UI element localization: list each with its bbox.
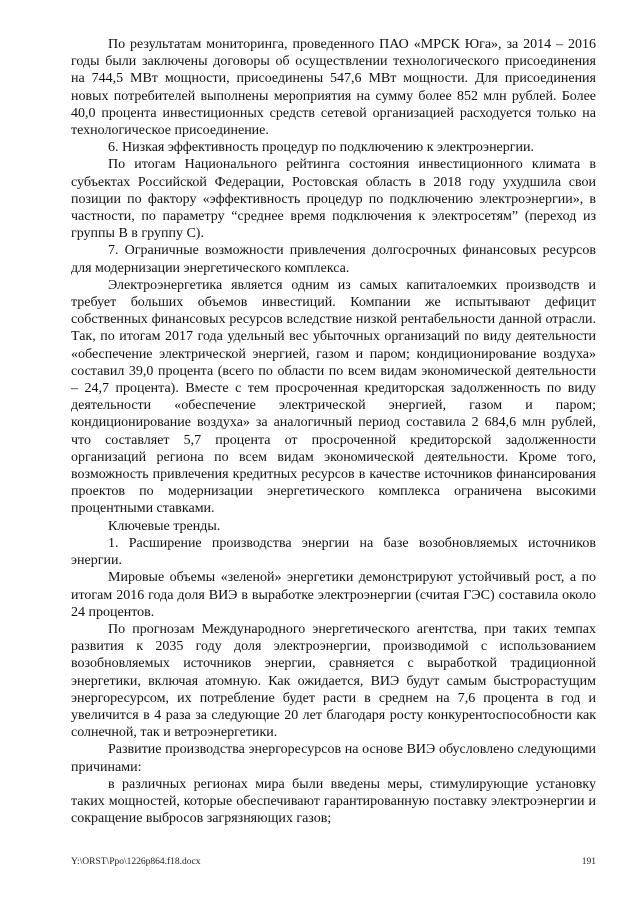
paragraph: Развитие производства энергоресурсов на основе ВИЭ обусловлено следующими причинами: xyxy=(71,742,596,775)
file-path: Y:\ORST\Ppo\1226p864.f18.docx xyxy=(71,857,201,867)
paragraph: Мировые объемы «зеленой» энергетики демонстрируют устойчивый рост, а по итогам 2016 года доля ВИЭ в выработке электроэнергии (считая ГЭС) составила около 24 процентов. xyxy=(71,570,596,620)
paragraph: Электроэнергетика является одним из самых капиталоемких производств и требует больших объемов инвестиций. Компании же испытывают дефицит собственных финансовых ресурсов вследствие низкой рентабельности данной отрасли. Так, по итогам 2017 года удельный вес убыточных организаций по виду деятельности «обеспечение электрической энергией, газом и паром; кондиционирование воздуха» составил 39,0 процента (всего по области по всем видам экономической деятельности – 24,7 процента). Вместе с тем просроченная кредиторская задолженность по виду деятельности «обеспечение электрической энергией, газом и паром; кондиционирование воздуха» за аналогичный период составила 2 684,6 млн рублей, что составляет 5,7 процента от просроченной кредиторской задолженности организаций региона по всем видам экономической деятельности. Кроме того, возможность привлечения кредитных ресурсов в качестве источников финансирования проектов по модернизации энергетического комплекса ограничена высокими процентными ставками. xyxy=(71,277,596,517)
paragraph: 6. Низкая эффективность процедур по подключению к электроэнергии. xyxy=(108,140,535,156)
paragraph: По итогам Национального рейтинга состояния инвестиционного климата в субъектах Российской Федерации, Ростовская область в 2018 году ухудшила свои позиции по фактору «эффективность процедур по подключению электроэнергии», в частности, по параметру “среднее время подключения к электросетям” (переход из группы B в группу C). xyxy=(71,157,596,242)
paragraph: 7. Ограничные возможности привлечения долгосрочных финансовых ресурсов для модернизации энергетического комплекса. xyxy=(71,243,596,276)
paragraph: 1. Расширение производства энергии на базе возобновляемых источников энергии. xyxy=(71,535,596,569)
paragraph: По прогнозам Международного энергетического агентства, при таких темпах развития к 2035 году доля электроэнергии, производимой с использованием возобновляемых источников энергии, сравняется с выработкой традиционной энергетики, включая атомную. Как ожидается, ВИЭ будут самым быстрорастущим энергоресурсом, их потребление будет расти в среднем на 7,6 процента в год и увеличится в 4 раза за следующие 20 лет благодаря росту конкурентоспособности как солнечной, так и ветроэнергетики. xyxy=(71,621,596,741)
page-number: 191 xyxy=(581,857,596,867)
paragraph: в различных регионах мира были введены меры, стимулирующие установку таких мощностей, которые обеспечивают гарантированную поставку электроэнергии и сокращение выбросов загрязняющих газов; xyxy=(71,776,596,827)
paragraph: Ключевые тренды. xyxy=(108,518,221,534)
paragraph: По результатам мониторинга, проведенного ПАО «МРСК Юга», за 2014 – 2016 годы были заключены договоры об осуществлении технологического присоединения на 744,5 МВт мощности, присоединены 547,6 МВт мощности. Для присоединения новых потребителей выполнены мероприятия на сумму более 852 млн рублей. Более 40,0 процента инвестиционных средств сетевой организацией расходуется только на технологическое присоединение. xyxy=(71,37,596,139)
document-body xyxy=(71,36,596,827)
